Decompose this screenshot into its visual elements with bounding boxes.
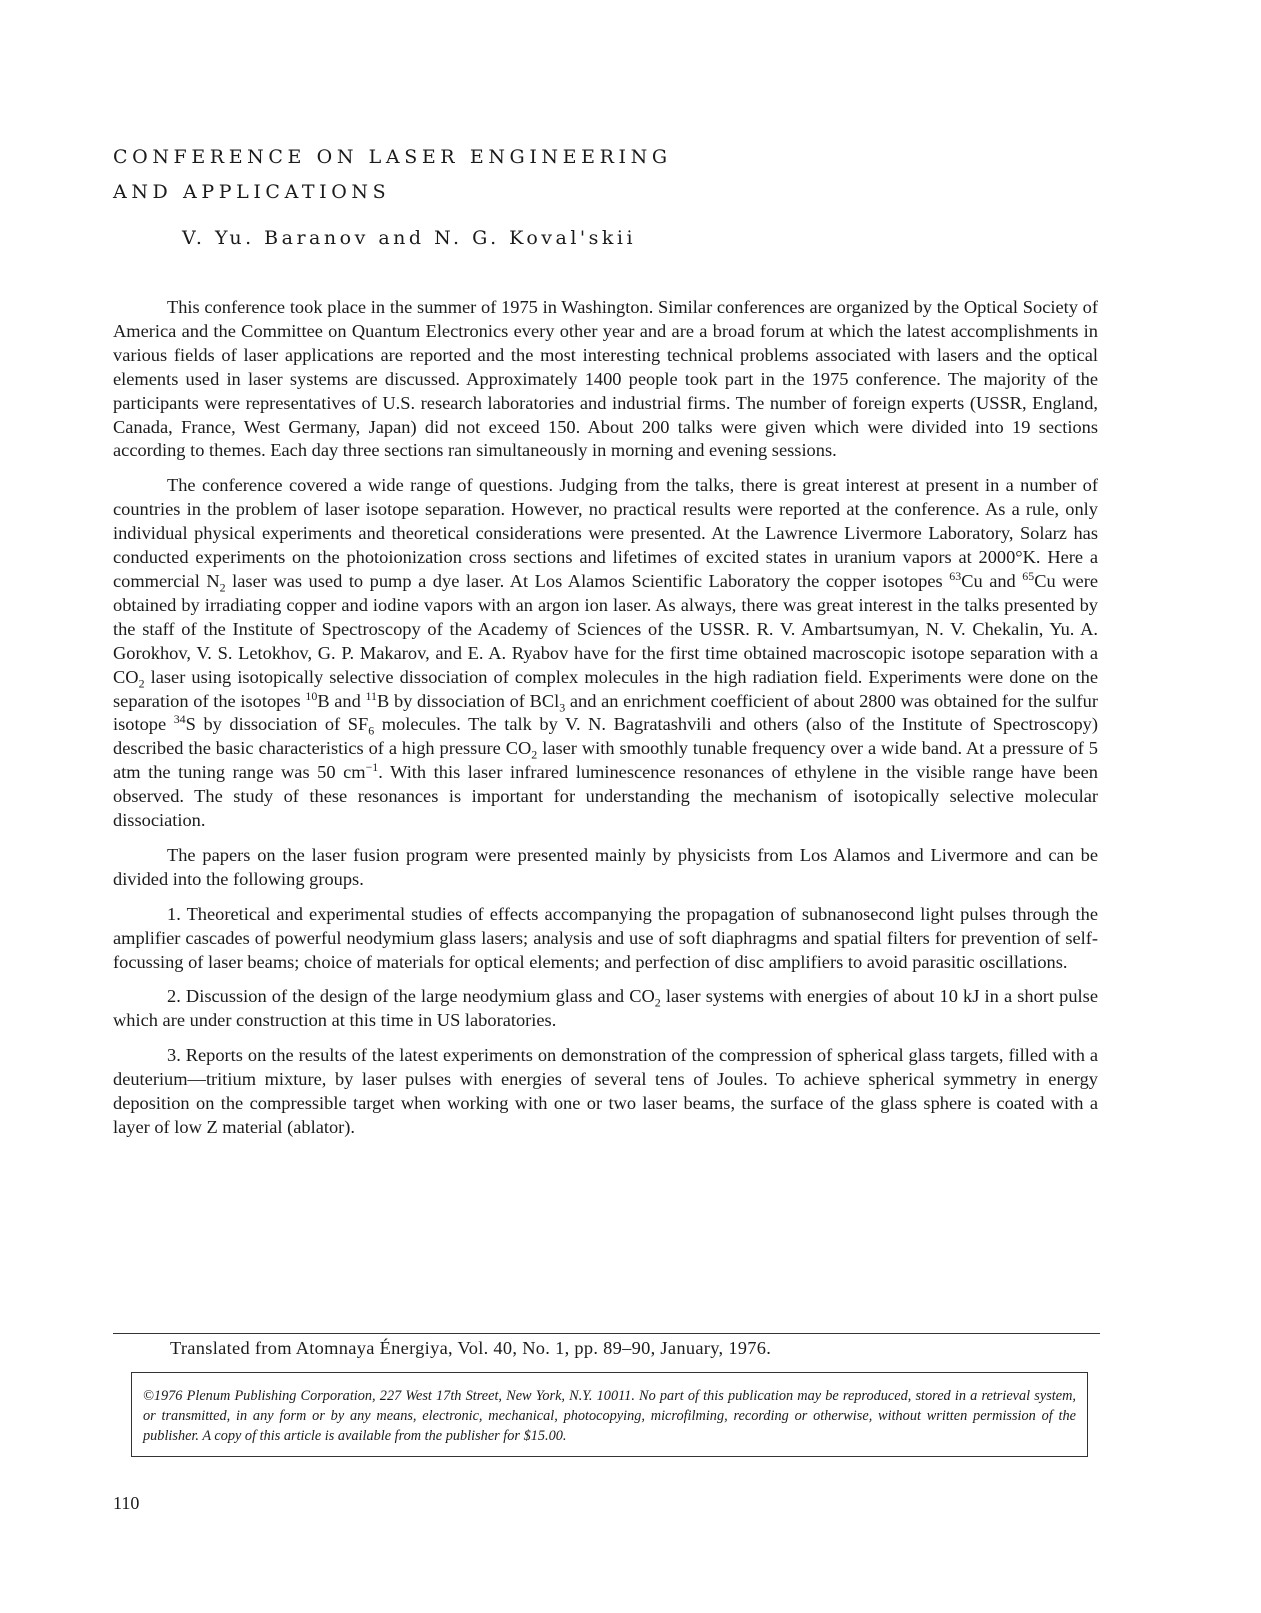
subscript: 2 — [219, 580, 226, 595]
subscript: 3 — [559, 700, 566, 715]
paragraph-5 — [113, 985, 1098, 1033]
text-run: laser with smoothly tunable frequency over a wide band. At a pressure of 5 atm the tuning range was 50 cm — [113, 738, 1098, 783]
superscript: 34 — [173, 712, 186, 727]
text-run: 2. Discussion of the design of the large neodymium glass and CO — [167, 986, 655, 1007]
subscript: 2 — [654, 996, 661, 1011]
superscript: 11 — [365, 688, 378, 703]
text-run: B by dissociation of BCl — [377, 690, 560, 711]
subscript: 6 — [368, 724, 375, 739]
subscript: 2 — [138, 676, 145, 691]
page-number: 110 — [113, 1493, 140, 1513]
text-run: Cu were obtained by irradiating copper and iodine vapors with an argon ion laser. As always, there was great interest in the talks presented by the staff of the Institute of Spectroscopy of the Academy of Sciences of the USSR. R. V. Ambartsumyan, N. V. Chekalin, Yu. A. Gorokhov, V. S. Letokhov, G. P. Makarov, and E. A. Ryabov have for the first time obtained macroscopic isotope separation with a CO — [113, 570, 1098, 687]
text-run: . With this laser infrared luminescence resonances of ethylene in the visible range have been observed. The study of these resonances is important for understanding the mechanism of isotopically selective molecular dissociation. — [113, 762, 1098, 831]
article-body — [113, 296, 1098, 1140]
text-run: The conference covered a wide range of questions. Judging from the talks, there is great interest at present in a number of countries in the problem of laser isotope separation. However, no practical results were reported at the conference. As a rule, only individual physical experiments and theoretical considerations were presented. At the Lawrence Livermore Laboratory, Solarz has conducted experiments on the photoionization cross sections and lifetimes of excited states in uranium vapors at 2000°K. Here a commercial N — [113, 475, 1098, 591]
text-run: S by dissociation of SF — [185, 714, 369, 735]
text-run: molecules. The talk by V. N. Bagratashvili and others (also of the Institute of Spectroscopy) described the basic characteristics of a high pressure CO — [113, 714, 1098, 759]
paragraph-6: 3. Reports on the results of the latest experiments on demonstration of the compression of spherical glass targets, filled with a deuterium—tritium mixture, by laser pulses with energies of several tens of Joules. To achieve spherical symmetry in energy deposition on the compressible target when working with one or two laser beams, the surface of the glass sphere is coated with a layer of low Z material (ablator). — [113, 1045, 1098, 1137]
footnote-rule — [113, 1333, 1100, 1334]
paragraph-4: 1. Theoretical and experimental studies of effects accompanying the propagation of subnanosecond light pulses through the amplifier cascades of powerful neodymium glass lasers; analysis and use of soft diaphragms and spatial filters for prevention of self-focussing of laser beams; choice of materials for optical elements; and perfection of disc amplifiers to avoid parasitic oscillations. — [113, 903, 1098, 972]
superscript: −1 — [365, 760, 379, 775]
title-line-1: CONFERENCE ON LASER ENGINEERING — [113, 146, 672, 168]
translation-note: Translated from Atomnaya Énergiya, Vol. 40, No. 1, pp. 89–90, January, 1976. — [170, 1338, 772, 1358]
paragraph-1: This conference took place in the summer of 1975 in Washington. Similar conferences are organized by the Optical Society of America and the Committee on Quantum Electronics every other year and are a broad forum at which the latest accomplishments in various fields of laser applications are reported and the most interesting technical problems associated with lasers and the optical elements used in laser systems are discussed. Approximately 1400 people took part in the 1975 conference. The majority of the participants were representatives of U.S. research laboratories and industrial firms. The number of foreign experts (USSR, England, Canada, France, West Germany, Japan) did not exceed 150. About 200 talks were given which were divided into 19 sections according to themes. Each day three sections ran simultaneously in morning and evening sessions. — [113, 297, 1098, 461]
superscript: 63 — [949, 568, 962, 583]
text-run: B and — [317, 690, 366, 711]
subscript: 2 — [531, 747, 538, 762]
paragraph-3: The papers on the laser fusion program were presented mainly by physicists from Los Alamos and Livermore and can be divided into the following groups. — [113, 844, 1098, 889]
superscript: 65 — [1022, 568, 1035, 583]
copyright-box: ©1976 Plenum Publishing Corporation, 227 West 17th Street, New York, N.Y. 10011. No part of this publication may be reproduced, stored in a retrieval system, or transmitted, in any form or by any means, electronic, mechanical, photocopying, microfilming, recording or otherwise, without written permission of the publisher. A copy of this article is available from the publisher for $15.00. — [131, 1372, 1088, 1457]
text-run: and an enrichment coefficient of about 2800 was obtained for the sulfur isotope — [113, 690, 1099, 735]
text-run: laser was used to pump a dye laser. At Los Alamos Scientific Laboratory the copper isotopes — [225, 570, 950, 591]
text-run: laser systems with energies of about 10 kJ in a short pulse which are under construction at this time in US laboratories. — [113, 986, 1098, 1031]
authors: V. Yu. Baranov and N. G. Koval'skii — [182, 227, 637, 249]
superscript: 10 — [305, 688, 318, 703]
title-line-2: AND APPLICATIONS — [113, 181, 391, 203]
text-run: laser using isotopically selective dissociation of complex molecules in the high radiation field. Experiments were done on the separation of the isotopes — [113, 666, 1098, 711]
text-run: Cu and — [961, 570, 1023, 591]
paragraph-2 — [113, 474, 1098, 833]
